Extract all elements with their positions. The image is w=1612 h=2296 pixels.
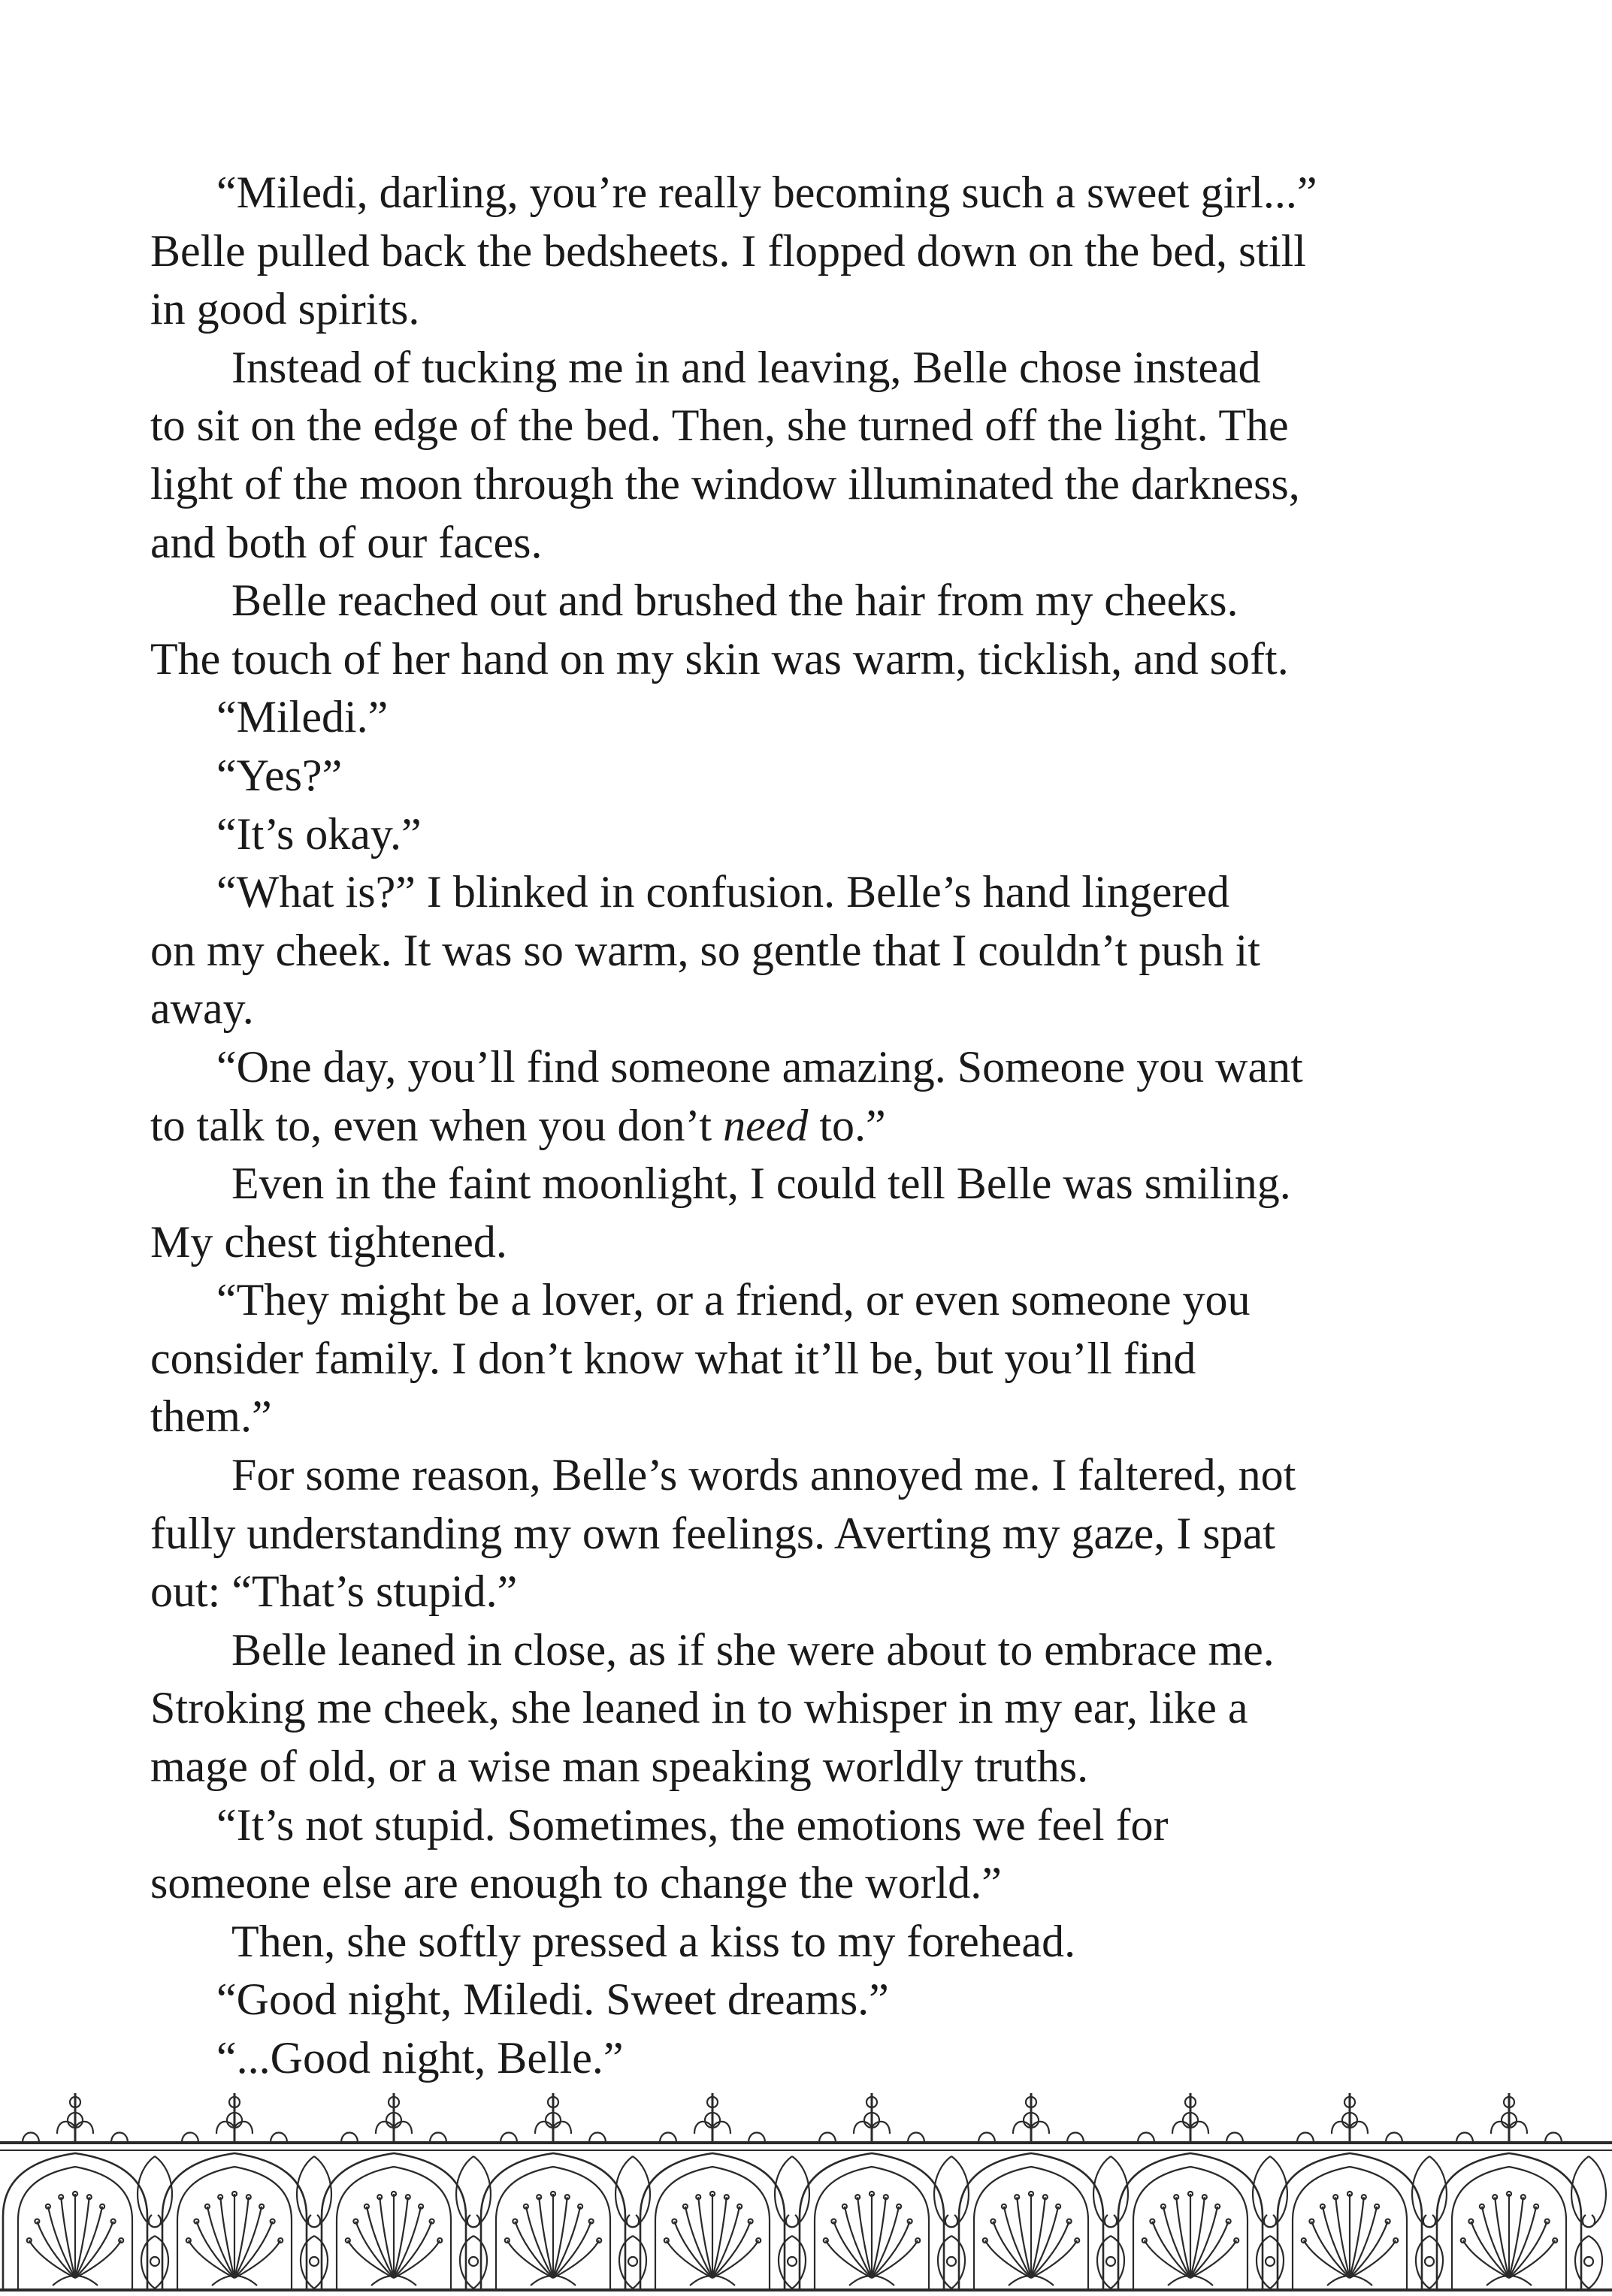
text-line: “Miledi.”: [216, 692, 389, 742]
text-line: “One day, you’ll find someone amazing. Someone you want: [216, 1041, 1303, 1092]
text-line: Stroking me cheek, she leaned in to whisper in my ear, like a: [150, 1683, 1248, 1733]
text-line: to sit on the edge of the bed. Then, she turned off the light. The: [150, 400, 1289, 451]
text-line: light of the moon through the window illuminated the darkness,: [150, 458, 1300, 509]
text-line: The touch of her hand on my skin was warm, ticklish, and soft.: [150, 633, 1289, 684]
text-line: “They might be a lover, or a friend, or even someone you: [216, 1275, 1251, 1325]
text-line: My chest tightened.: [150, 1216, 507, 1267]
text-line: For some reason, Belle’s words annoyed me. I faltered, not: [231, 1450, 1296, 1500]
text-line: away.: [150, 983, 254, 1034]
text-line: “It’s okay.”: [216, 808, 422, 859]
text-line: “Yes?”: [216, 750, 343, 800]
text-line: fully understanding my own feelings. Averting my gaze, I spat: [150, 1508, 1275, 1558]
text-line: “Miledi, darling, you’re really becoming such a sweet girl...”: [216, 168, 1317, 217]
text-line: consider family. I don’t know what it’ll be, but you’ll find: [150, 1333, 1196, 1383]
text-line: “It’s not stupid. Sometimes, the emotions we feel for: [216, 1799, 1169, 1850]
text-segment: to talk to, even when you don’t: [150, 1100, 724, 1150]
text-line: Then, she softly pressed a kiss to my forehead.: [231, 1916, 1076, 1966]
text-line: Belle leaned in close, as if she were about to embrace me.: [231, 1624, 1275, 1675]
emphasis-text: need: [723, 1100, 809, 1150]
text-line: them.”: [150, 1391, 272, 1442]
text-line: Instead of tucking me in and leaving, Belle chose instead: [231, 342, 1261, 392]
ornamental-border-icon: [0, 2089, 1612, 2296]
text-line: “What is?” I blinked in confusion. Belle’s hand lingered: [216, 867, 1229, 917]
text-line: in good spirits.: [150, 284, 420, 334]
text-line: out: “That’s stupid.”: [150, 1566, 518, 1617]
text-line: on my cheek. It was so warm, so gentle that I couldn’t push it: [150, 925, 1260, 975]
text-line: Belle pulled back the bedsheets. I flopped down on the bed, still: [150, 225, 1306, 276]
text-line: “...Good night, Belle.”: [216, 2033, 624, 2083]
text-line: Belle reached out and brushed the hair from my cheeks.: [231, 576, 1238, 626]
text-line: “Good night, Miledi. Sweet dreams.”: [216, 1974, 889, 2025]
text-line: [150, 1097, 1473, 1156]
text-line: mage of old, or a wise man speaking worldly truths.: [150, 1742, 1089, 1792]
text-line: someone else are enough to change the world.”: [150, 1858, 1002, 1908]
story-text: [150, 164, 1473, 2088]
text-line: Even in the faint moonlight, I could tell Belle was smiling.: [231, 1159, 1291, 1209]
text-segment: to.”: [808, 1100, 886, 1150]
text-line: and both of our faces.: [150, 517, 543, 567]
